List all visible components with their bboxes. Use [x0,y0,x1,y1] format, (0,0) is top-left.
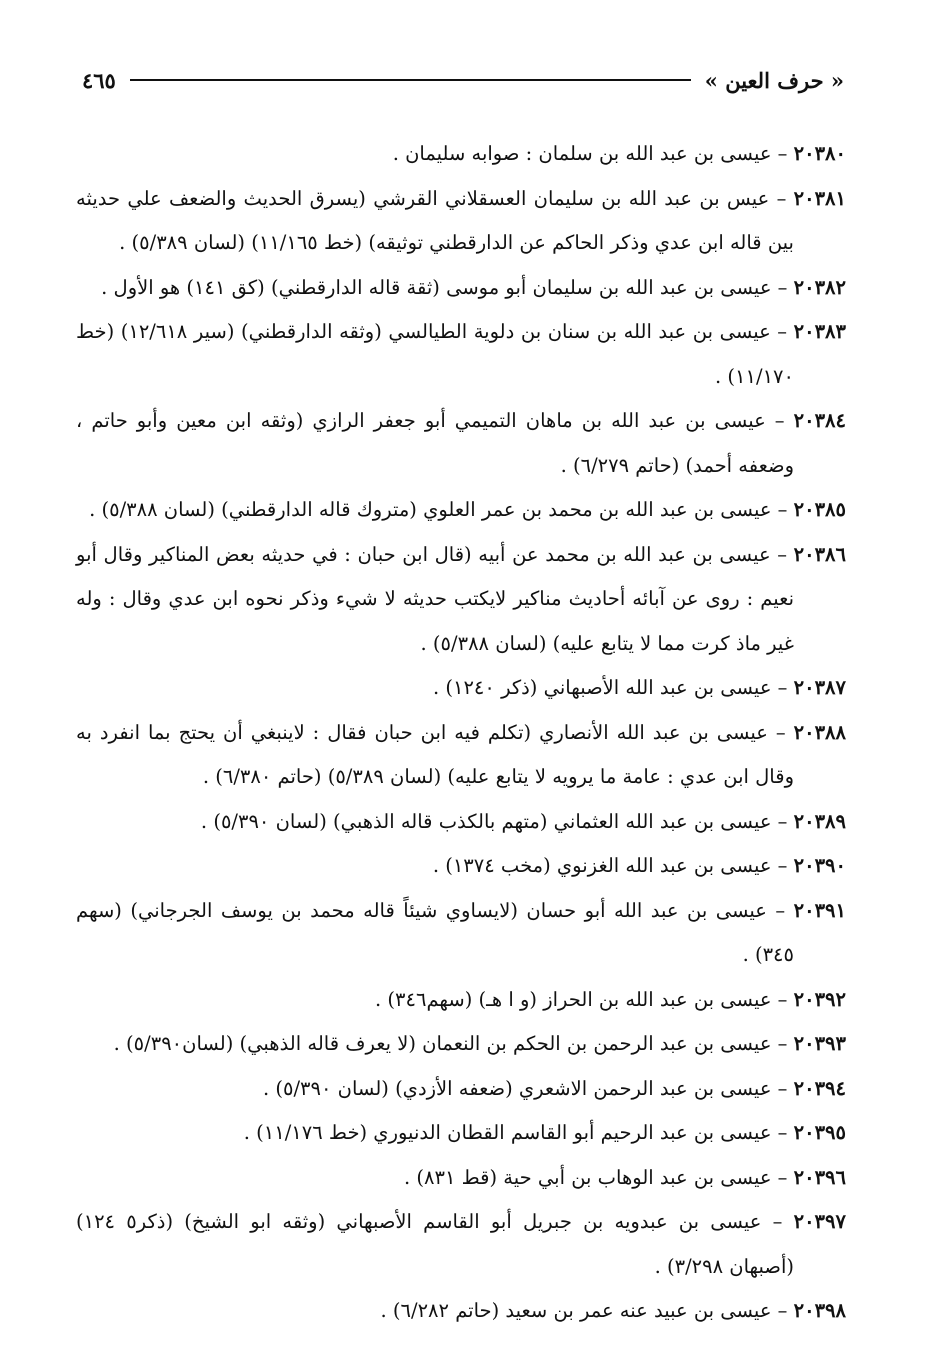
entry-text: عيسى بن عبد الله الأنصاري (تكلم فيه ابن حبان فقال : لاينبغي أن يحتج بما انفرد به وقال ابن عدي : عامة ما يرويه لا يتابع عليه) (لسان ٥/٣٨٩) (حاتم ٦/٣٨٠) . [76,720,794,788]
page-header [82,62,844,98]
entry-number: ٢٠٣٩٥ [793,1121,846,1144]
list-item: ٢٠٣٩٠ – عيسى بن عبد الله الغزنوي (مخب ١٣٧٤) . [432,854,846,877]
entry-text: عيسى بن عبد الله أبو حسان (لايساوي شيئاً قاله محمد بن يوسف الجرجاني) (سهم ٣٤٥) . [76,898,794,966]
entry-number: ٢٠٣٨٢ [793,275,846,299]
section-title: « حرف العين » [704,67,844,93]
entry-text: عيسى بن عبد الرحمن بن الحكم بن النعمان (لا يعرف قاله الذهبي) (لسان٥/٣٩٠) . [113,1032,772,1055]
entry-number: ٢٠٣٩٦ [793,1165,846,1189]
entry-number: ٢٠٣٩٧ [793,1210,846,1233]
header-rule [130,79,691,81]
entry-number: ٢٠٣٨٩ [793,809,846,833]
list-item: ٢٠٣٨٣ – عيسى بن عبد الله بن سنان بن دلوية الطيالسي (وثقه الدارقطني) (سير ١٢/٦١٨) (خط ١١/١٧٠) . [76,320,846,388]
entry-text: عيسى بن عبيد عنه عمر بن سعيد (حاتم ٦/٢٨٢) . [380,1299,772,1322]
entry-list [76,132,846,1334]
entry-text: عيسى بن عبد الله الغزنوي (مخب ١٣٧٤) . [432,854,772,877]
list-item: ٢٠٣٨٨ – عيسى بن عبد الله الأنصاري (تكلم فيه ابن حبان فقال : لاينبغي أن يحتج بما انفرد به وقال ابن عدي : عامة ما يرويه لا يتابع عليه) (لسان ٥/٣٨٩) (حاتم ٦/٣٨٠) . [76,720,846,788]
list-item: ٢٠٣٨٤ – عيسى بن عبد الله بن ماهان التميمي أبو جعفر الرازي (وثقه ابن معين وأبو حاتم ، وضعفه أحمد) (حاتم ٦/٢٧٩) . [76,409,846,477]
list-item: ٢٠٣٩٤ – عيسى بن عبد الرحمن الاشعري (ضعفه الأزدي) (لسان ٥/٣٩٠) . [262,1076,846,1100]
entry-text: عيسى بن عبد الرحمن الاشعري (ضعفه الأزدي) (لسان ٥/٣٩٠) . [262,1076,772,1100]
entry-text: عيسى بن عبد الله بن محمد عن أبيه (قال ابن حبان : في حديثه بعض المناكير وقال أبو نعيم : روى عن آبائه أحاديث مناكير لايكتب حديثه لا شيء وذكر نحوه ابن عدي وقال : وله غير ماذ كرت مما لا يتابع عليه) (لسان ٥/٣٨٨) . [76,542,794,655]
entry-number: ٢٠٣٨٨ [793,720,846,744]
entry-number: ٢٠٣٨٠ [793,142,846,165]
entry-text: عيسى بن عبد الله العثماني (متهم بالكذب قاله الذهبي) (لسان ٥/٣٩٠) . [200,809,772,833]
entry-text: عيسى بن عبد الله بن سلمان : صوابه سليمان . [392,142,772,165]
entry-text: عيسى بن عبد الله بن سليمان أبو موسى (ثقة قاله الدارقطني) (كق ١٤١) هو الأول . [101,275,772,299]
entry-text: عيسى بن عبد الله بن ماهان التميمي أبو جعفر الرازي (وثقه ابن معين وأبو حاتم ، وضعفه أحمد) (حاتم ٦/٢٧٩) . [76,409,794,477]
list-item: ٢٠٣٨٧ – عيسى بن عبد الله الأصبهاني (ذكر ١٢٤٠) . [432,676,846,699]
entry-text: عيسى بن عبد الله الأصبهاني (ذكر ١٢٤٠) . [432,676,772,699]
entry-number: ٢٠٣٨٤ [793,409,846,432]
list-item: ٢٠٣٩٢ – عيسى بن عبد الله بن الحراز (و ا هـ) (سهم٣٤٦) . [375,987,846,1011]
entry-number: ٢٠٣٩٨ [793,1299,846,1322]
page-number: ٤٦٥ [82,67,116,93]
entry-text: عيسى بن عبدويه بن جبريل أبو القاسم الأصبهاني (وثقه ابو الشيخ) (ذكر٥ ١٢٤) (أصبهان ٣/٢٩٨) . [76,1210,794,1278]
list-item: ٢٠٣٨٢ – عيسى بن عبد الله بن سليمان أبو موسى (ثقة قاله الدارقطني) (كق ١٤١) هو الأول . [101,275,846,299]
entry-text: عيسى بن عبد الوهاب بن أبي حية (قط ٨٣١) . [404,1165,772,1189]
list-item: ٢٠٣٨٠ – عيسى بن عبد الله بن سلمان : صوابه سليمان . [392,142,846,165]
entry-number: ٢٠٣٩٢ [793,987,846,1011]
list-item: ٢٠٣٩٣ – عيسى بن عبد الرحمن بن الحكم بن النعمان (لا يعرف قاله الذهبي) (لسان٥/٣٩٠) . [113,1032,846,1055]
list-item: ٢٠٣٨٩ – عيسى بن عبد الله العثماني (متهم بالكذب قاله الذهبي) (لسان ٥/٣٩٠) . [200,809,846,833]
entry-number: ٢٠٣٨٦ [793,542,846,566]
entry-number: ٢٠٣٩٠ [793,854,846,877]
list-item: ٢٠٣٩١ – عيسى بن عبد الله أبو حسان (لايساوي شيئاً قاله محمد بن يوسف الجرجاني) (سهم ٣٤٥) . [76,898,847,966]
list-item: ٢٠٣٨٦ – عيسى بن عبد الله بن محمد عن أبيه (قال ابن حبان : في حديثه بعض المناكير وقال أبو نعيم : روى عن آبائه أحاديث مناكير لايكتب حديثه لا شيء وذكر نحوه ابن عدي وقال : وله غير ماذ كرت مما لا يتابع عليه) (لسان ٥/٣٨٨) . [76,542,846,655]
entry-number: ٢٠٣٩١ [793,898,847,922]
entry-text: عيسى بن عبد الله بن سنان بن دلوية الطيالسي (وثقه الدارقطني) (سير ١٢/٦١٨) (خط ١١/١٧٠) . [76,320,794,388]
entry-text: عيسى بن عبد الله بن محمد بن عمر العلوي (متروك قاله الدارقطني) (لسان ٥/٣٨٨) . [89,498,772,521]
list-item: ٢٠٣٨١ – عيس بن عبد الله بن سليمان العسقلاني القرشي (يسرق الحديث والضعف علي حديثه بين قاله ابن عدي وذكر الحاكم عن الدارقطني توثيقه) (خط ١١/١٦٥) (لسان ٥/٣٨٩) . [76,186,846,254]
list-item: ٢٠٣٩٧ – عيسى بن عبدويه بن جبريل أبو القاسم الأصبهاني (وثقه ابو الشيخ) (ذكر٥ ١٢٤) (أصبهان ٣/٢٩٨) . [76,1210,846,1278]
entry-text: عيسى بن عبد الله بن الحراز (و ا هـ) (سهم٣٤٦) . [375,987,772,1011]
list-item: ٢٠٣٨٥ – عيسى بن عبد الله بن محمد بن عمر العلوي (متروك قاله الدارقطني) (لسان ٥/٣٨٨) . [89,498,846,521]
entry-text: عيس بن عبد الله بن سليمان العسقلاني القرشي (يسرق الحديث والضعف علي حديثه بين قاله ابن عدي وذكر الحاكم عن الدارقطني توثيقه) (خط ١١/١٦٥) (لسان ٥/٣٨٩) . [76,186,794,254]
entry-number: ٢٠٣٩٣ [793,1032,846,1055]
list-item: ٢٠٣٩٦ – عيسى بن عبد الوهاب بن أبي حية (قط ٨٣١) . [404,1165,846,1189]
list-item: ٢٠٣٩٨ – عيسى بن عبيد عنه عمر بن سعيد (حاتم ٦/٢٨٢) . [380,1299,846,1322]
entry-number: ٢٠٣٩٤ [793,1076,846,1100]
entry-text: عيسى بن عبد الرحيم أبو القاسم القطان الدنيوري (خط ١١/١٧٦) . [243,1121,772,1144]
entry-number: ٢٠٣٨٣ [793,320,846,343]
list-item: ٢٠٣٩٥ – عيسى بن عبد الرحيم أبو القاسم القطان الدنيوري (خط ١١/١٧٦) . [243,1121,846,1144]
entry-number: ٢٠٣٨١ [793,186,846,210]
entry-number: ٢٠٣٨٧ [793,676,846,699]
entry-number: ٢٠٣٨٥ [793,498,846,521]
